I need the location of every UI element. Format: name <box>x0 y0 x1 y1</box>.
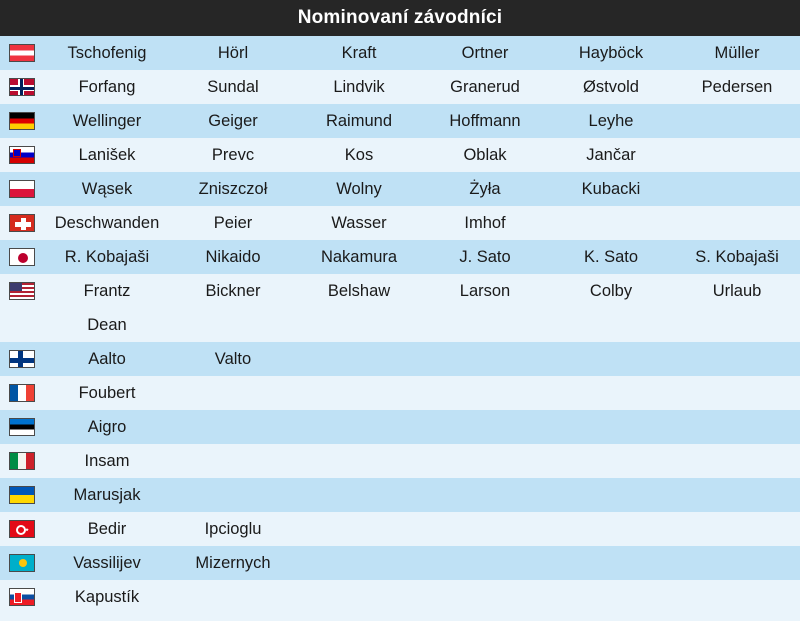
flag-poland-icon <box>0 172 44 206</box>
table-row <box>0 240 800 274</box>
flag-finland-glyph <box>9 350 35 368</box>
empty-cell <box>674 172 800 206</box>
athlete-name: Nikaido <box>170 240 296 274</box>
athlete-name: S. Kobajaši <box>674 240 800 274</box>
athlete-name: Bickner <box>170 274 296 308</box>
athlete-name: Leyhe <box>548 104 674 138</box>
table-row <box>0 308 800 342</box>
athlete-name: Colby <box>548 274 674 308</box>
flag-germany-icon <box>0 104 44 138</box>
empty-cell <box>296 580 422 614</box>
empty-cell <box>422 376 548 410</box>
athlete-name: Valto <box>170 342 296 376</box>
flag-switzerland-icon <box>0 206 44 240</box>
empty-cell <box>170 478 296 512</box>
flag-estonia-icon <box>0 410 44 444</box>
empty-cell <box>674 478 800 512</box>
empty-cell <box>422 546 548 580</box>
flag-ukraine-glyph <box>9 486 35 504</box>
empty-cell <box>548 546 674 580</box>
empty-cell <box>548 376 674 410</box>
athlete-name: Wolny <box>296 172 422 206</box>
athlete-name: Kraft <box>296 36 422 70</box>
flag-kazakhstan-icon <box>0 546 44 580</box>
athlete-name: Bedir <box>44 512 170 546</box>
athlete-name: Imhof <box>422 206 548 240</box>
empty-cell <box>674 444 800 478</box>
flag-turkey-glyph <box>9 520 35 538</box>
athlete-name: K. Sato <box>548 240 674 274</box>
empty-cell <box>422 444 548 478</box>
flag-slovakia-icon <box>0 580 44 614</box>
table-row <box>0 478 800 512</box>
flag-japan-icon <box>0 240 44 274</box>
athlete-name: Hörl <box>170 36 296 70</box>
athlete-name: Müller <box>674 36 800 70</box>
athlete-name: Foubert <box>44 376 170 410</box>
athlete-name: Ortner <box>422 36 548 70</box>
table-row <box>0 546 800 580</box>
empty-cell <box>674 580 800 614</box>
empty-cell <box>548 410 674 444</box>
empty-cell <box>170 376 296 410</box>
flag-estonia-glyph <box>9 418 35 436</box>
athlete-name: Wellinger <box>44 104 170 138</box>
athlete-name: Larson <box>422 274 548 308</box>
empty-cell <box>296 342 422 376</box>
empty-cell <box>170 308 296 342</box>
athlete-name: Zniszczoł <box>170 172 296 206</box>
athlete-name: Jančar <box>548 138 674 172</box>
page-title-text: Nominovaní závodníci <box>297 7 503 28</box>
athlete-name: Sundal <box>170 70 296 104</box>
athlete-name: Ipcioglu <box>170 512 296 546</box>
empty-cell <box>296 410 422 444</box>
empty-cell <box>548 342 674 376</box>
athlete-name: Urlaub <box>674 274 800 308</box>
athlete-name: Kapustík <box>44 580 170 614</box>
empty-cell <box>422 580 548 614</box>
flag-slovenia-glyph <box>9 146 35 164</box>
empty-cell <box>296 478 422 512</box>
flag-switzerland-glyph <box>9 214 35 232</box>
table-row <box>0 274 800 308</box>
flag-slovenia-icon <box>0 138 44 172</box>
athlete-name: Dean <box>44 308 170 342</box>
empty-cell <box>674 138 800 172</box>
flag-ukraine-icon <box>0 478 44 512</box>
athlete-name: Kos <box>296 138 422 172</box>
flag-germany-glyph <box>9 112 35 130</box>
empty-cell <box>674 512 800 546</box>
flag-usa-glyph <box>9 282 35 300</box>
flag-spacer <box>0 308 44 342</box>
athlete-name: J. Sato <box>422 240 548 274</box>
empty-cell <box>296 444 422 478</box>
flag-italy-icon <box>0 444 44 478</box>
table-row <box>0 36 800 70</box>
empty-cell <box>422 410 548 444</box>
athlete-name: Wąsek <box>44 172 170 206</box>
table-row <box>0 512 800 546</box>
athlete-name: Østvold <box>548 70 674 104</box>
athlete-name: Belshaw <box>296 274 422 308</box>
athlete-name: Pedersen <box>674 70 800 104</box>
empty-cell <box>674 342 800 376</box>
athlete-name: Deschwanden <box>44 206 170 240</box>
athlete-name: Aigro <box>44 410 170 444</box>
flag-finland-icon <box>0 342 44 376</box>
empty-cell <box>422 308 548 342</box>
athlete-name: Insam <box>44 444 170 478</box>
athlete-name: Aalto <box>44 342 170 376</box>
empty-cell <box>548 580 674 614</box>
table-row <box>0 444 800 478</box>
athlete-name: Raimund <box>296 104 422 138</box>
flag-usa-icon <box>0 274 44 308</box>
empty-cell <box>674 410 800 444</box>
table-row <box>0 342 800 376</box>
empty-cell <box>170 580 296 614</box>
table-row <box>0 206 800 240</box>
flag-norway-glyph <box>9 78 35 96</box>
athlete-name: Oblak <box>422 138 548 172</box>
athlete-name: Mizernych <box>170 546 296 580</box>
empty-cell <box>422 478 548 512</box>
table-row <box>0 376 800 410</box>
empty-cell <box>548 478 674 512</box>
athlete-name: Wasser <box>296 206 422 240</box>
flag-italy-glyph <box>9 452 35 470</box>
athlete-name: Geiger <box>170 104 296 138</box>
flag-poland-glyph <box>9 180 35 198</box>
empty-cell <box>548 308 674 342</box>
table-row <box>0 580 800 614</box>
empty-cell <box>170 410 296 444</box>
empty-cell <box>674 546 800 580</box>
flag-austria-icon <box>0 36 44 70</box>
athlete-name: R. Kobajaši <box>44 240 170 274</box>
athlete-name: Kubacki <box>548 172 674 206</box>
empty-cell <box>170 444 296 478</box>
athlete-name: Żyła <box>422 172 548 206</box>
flag-slovakia-glyph <box>9 588 35 606</box>
page-title <box>0 0 800 36</box>
empty-cell <box>296 512 422 546</box>
table-row <box>0 70 800 104</box>
table-row <box>0 138 800 172</box>
athlete-name: Vassilijev <box>44 546 170 580</box>
athlete-name: Peier <box>170 206 296 240</box>
empty-cell <box>296 308 422 342</box>
flag-japan-glyph <box>9 248 35 266</box>
empty-cell <box>296 546 422 580</box>
table-row <box>0 104 800 138</box>
empty-cell <box>548 512 674 546</box>
athlete-name: Prevc <box>170 138 296 172</box>
empty-cell <box>674 376 800 410</box>
empty-cell <box>296 376 422 410</box>
flag-france-glyph <box>9 384 35 402</box>
nominated-athletes-table <box>0 36 800 614</box>
empty-cell <box>422 512 548 546</box>
flag-france-icon <box>0 376 44 410</box>
athlete-name: Lindvik <box>296 70 422 104</box>
table-row <box>0 410 800 444</box>
empty-cell <box>674 206 800 240</box>
empty-cell <box>548 444 674 478</box>
athlete-name: Marusjak <box>44 478 170 512</box>
athlete-name: Hayböck <box>548 36 674 70</box>
empty-cell <box>674 308 800 342</box>
flag-austria-glyph <box>9 44 35 62</box>
flag-turkey-icon <box>0 512 44 546</box>
flag-kazakhstan-glyph <box>9 554 35 572</box>
empty-cell <box>674 104 800 138</box>
empty-cell <box>548 206 674 240</box>
athlete-name: Lanišek <box>44 138 170 172</box>
athlete-name: Granerud <box>422 70 548 104</box>
empty-cell <box>422 342 548 376</box>
athlete-name: Hoffmann <box>422 104 548 138</box>
flag-norway-icon <box>0 70 44 104</box>
athlete-name: Frantz <box>44 274 170 308</box>
table-row <box>0 172 800 206</box>
athlete-name: Tschofenig <box>44 36 170 70</box>
athlete-name: Nakamura <box>296 240 422 274</box>
athlete-name: Forfang <box>44 70 170 104</box>
